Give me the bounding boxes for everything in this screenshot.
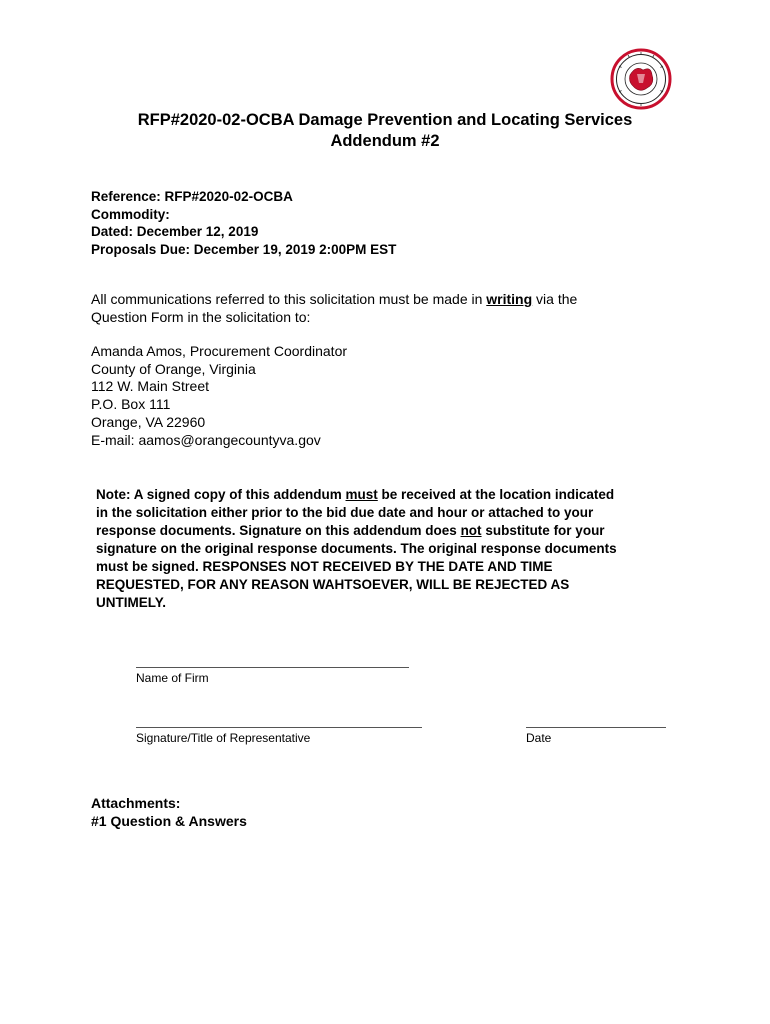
attachments-section [91,794,247,830]
attachments-heading: Attachments: [91,795,181,811]
emphasis-not: not [460,523,482,538]
note-line: UNTIMELY. [96,595,167,610]
emphasis-writing: writing [486,291,533,307]
document-title [0,110,770,152]
rfp-details [91,188,396,258]
communications-text: All communications referred to this solicitation must be made in [91,291,487,307]
contact-po-box: P.O. Box 111 [91,396,171,413]
contact-email: E-mail: aamos@orangecountyva.gov [91,431,321,448]
title-line-1: RFP#2020-02-OCBA Damage Prevention and Locating Services [137,111,633,129]
contact-name: Amanda Amos, Procurement Coordinator [91,343,348,359]
communications-text: via the [532,291,578,307]
note-text: response documents. Signature on this addendum does [96,523,461,538]
note-text: be received at the location indicated [377,487,615,502]
signature-label: Signature/Title of Representative [136,731,311,745]
communications-line-1 [91,290,651,308]
contact-street: 112 W. Main Street [91,378,210,395]
date-label: Date [526,731,552,745]
note-line: must be signed. RESPONSES NOT RECEIVED BY THE DATE AND TIME [96,559,553,574]
communications-line-2: Question Form in the solicitation to: [91,309,311,325]
note-line [96,486,696,504]
title-line-2: Addendum #2 [330,132,440,150]
county-seal [610,48,672,110]
firm-name-label: Name of Firm [136,671,209,685]
date-line[interactable] [526,727,666,728]
note-line: signature on the original response documents. The original response documents [96,541,617,556]
reference: Reference: RFP#2020-02-OCBA [91,189,293,204]
signature-line[interactable] [136,727,422,728]
attachment-item: #1 Question & Answers [91,813,247,829]
emphasis-must: must [345,487,378,502]
signature-note [96,486,696,612]
communications-paragraph [91,290,651,326]
note-line: in the solicitation either prior to the bid due date and hour or attached to your [96,505,594,520]
proposals-due: Proposals Due: December 19, 2019 2:00PM EST [91,241,397,257]
note-text: Note: A signed copy of this addendum [96,487,346,502]
commodity: Commodity: [91,206,170,222]
firm-name-line[interactable] [136,667,409,668]
note-line: REQUESTED, FOR ANY REASON WAHTSOEVER, WILL BE REJECTED AS [96,577,570,592]
contact-address [91,343,347,449]
dated: Dated: December 12, 2019 [91,224,259,239]
note-text: substitute for your [481,523,605,538]
contact-city: Orange, VA 22960 [91,413,206,430]
contact-organization: County of Orange, Virginia [91,360,256,377]
note-line [96,522,696,540]
